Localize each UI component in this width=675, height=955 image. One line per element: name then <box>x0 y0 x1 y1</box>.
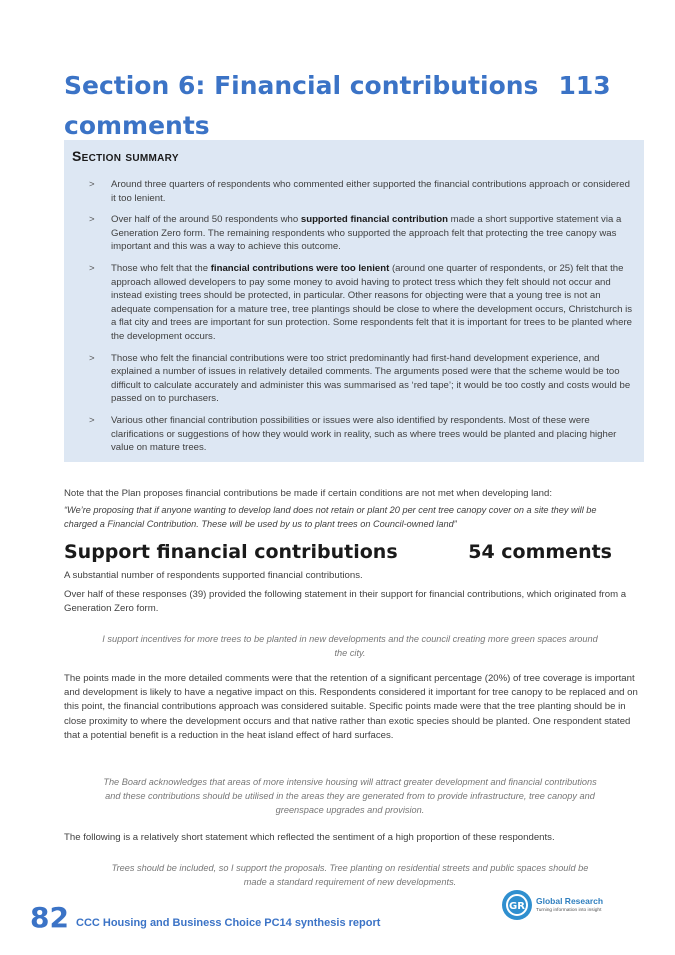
section-comment-count: 113 comments <box>64 71 611 140</box>
summary-item-text: Around three quarters of respondents who commented either supported the financial contributions approach or considered it too lenient. <box>111 179 630 204</box>
summary-item <box>64 213 644 254</box>
summary-item-text: Various other financial contribution possibilities or issues were also identified by respondents. Most of these were clarifications or suggestions of how they would work in reality, such as where trees would be planted and placing higher value on mature trees. <box>111 414 617 454</box>
support-heading <box>64 538 612 566</box>
plan-quote: “We’re proposing that if anyone wanting to develop land does not retain or plant 20 per cent tree canopy cover on a site they will be charged a Financial Contribution. These will be used by us to plant trees on Council-owned land” <box>64 505 597 529</box>
section-summary-box <box>64 140 644 462</box>
summary-item-text: made a short supportive statement via a Generation Zero form. The remaining respondents who supported the approach felt that protecting the tree canopy was important and this was a way to achieve this outcome. <box>111 214 622 253</box>
summary-item <box>64 414 644 455</box>
respondent-quote: The Board acknowledges that areas of more intensive housing will attract greater development and financial contributions and these contributions should be utilised in the areas they are generated from to provide infrastructure, tree canopy and greenspace upgrades and provision. <box>103 777 597 815</box>
gr-logo-icon <box>500 888 534 922</box>
summary-heading: Section summary <box>72 148 179 164</box>
summary-list <box>64 178 644 463</box>
global-research-logo <box>500 888 640 924</box>
summary-item-highlight: financial contributions were too lenient <box>210 262 390 274</box>
summary-item <box>64 178 644 205</box>
bullet-arrow-icon: > <box>89 214 95 226</box>
support-comment-count: 54 comments <box>468 541 612 563</box>
bullet-arrow-icon: > <box>89 414 95 426</box>
bullet-arrow-icon: > <box>89 262 95 274</box>
page-number: 82 <box>30 901 69 934</box>
summary-item-text: Those who felt that the <box>111 262 211 274</box>
logo-tagline: Turning information into insight <box>536 908 602 913</box>
support-paragraph: A substantial number of respondents supported financial contributions. <box>64 570 363 581</box>
summary-item <box>64 262 644 344</box>
respondent-quote: Trees should be included, so I support the proposals. Tree planting on residential streets and public spaces should be made a standard requirement of new developments. <box>111 863 589 887</box>
section-title <box>64 66 624 146</box>
logo-title: Global Research <box>536 896 604 906</box>
summary-item-text: Those who felt the financial contributions were too strict predominantly had first-hand development experience, and explained a number of issues in relatively detailed comments. The arguments posed were that the scheme would be too difficult to calculate accurately and administer this was summarised as ‘red tape’; it would be too costly and costs would be passed on to purchasers. <box>111 352 631 405</box>
respondent-quote: I support incentives for more trees to be planted in new developments and the council creating more green spaces around the city. <box>102 634 598 658</box>
summary-item-text: Over half of the around 50 respondents who <box>111 214 301 226</box>
report-title: CCC Housing and Business Choice PC14 synthesis report <box>76 917 381 929</box>
bullet-arrow-icon: > <box>89 352 95 364</box>
plan-note: Note that the Plan proposes financial contributions be made if certain conditions are not met when developing land: <box>64 488 552 499</box>
support-heading-title: Support financial contributions <box>64 541 398 563</box>
summary-item <box>64 352 644 406</box>
logo-mark-text: GR <box>509 901 525 912</box>
summary-item-highlight: supported financial contribution <box>300 214 448 226</box>
support-paragraph: The following is a relatively short statement which reflected the sentiment of a high proportion of these respondents. <box>64 832 555 843</box>
section-title-text: Section 6: Financial contributions <box>64 71 539 100</box>
support-paragraph: Over half of these responses (39) provided the following statement in their support for financial contributions, which originated from a Generation Zero form. <box>64 589 627 615</box>
support-paragraph: The points made in the more detailed comments were that the retention of a significant percentage (20%) of tree coverage is important and development is likely to have a negative impact on this. Respondents considered it important for tree canopy to be replaced and on this point, the financial contributions approach was considered suitable. Specific points made were that the tree planting should be in close proximity to where the development occurs and that native rather than exotic species should be planted. One respondent stated that a potential benefit is a reduction in the heat island effect of hard surfaces. <box>64 673 638 741</box>
bullet-arrow-icon: > <box>89 179 95 190</box>
summary-item-text: (around one quarter of respondents, or 25) felt that the approach allowed developers to pay some money to avoid having to protect tress which they felt should not occur and instead existing trees should be protected, in particular. Other reasons for objecting were that a young tree is not an adequate compensation for a mature tree, tree plantings should be close to where the development occurs, Christchurch is a flat city and trees are important for sun protection. Some respondents felt that it is important for trees to be planted where the development occurs. <box>111 262 633 342</box>
